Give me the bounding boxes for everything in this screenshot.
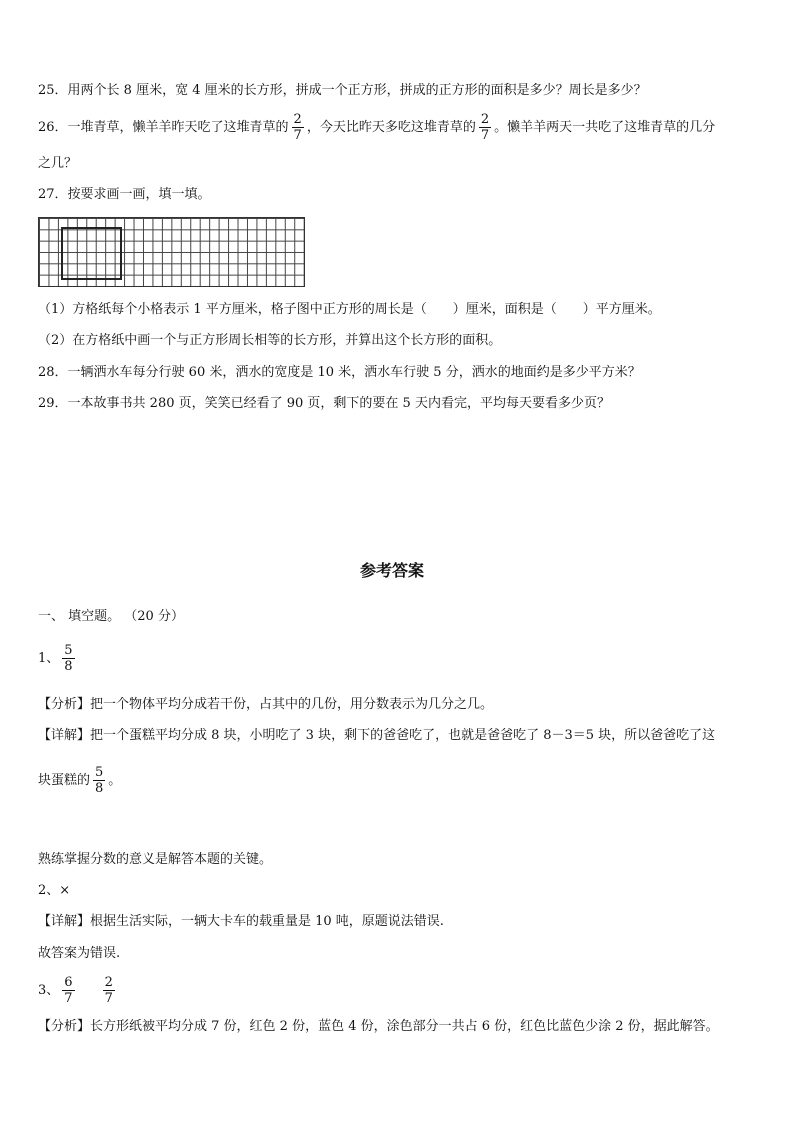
answer-1-analysis: 【分析】把一个物体平均分成若干份，占其中的几份，用分数表示为几分之几。	[38, 697, 494, 712]
answer-1-detail-continued	[38, 765, 121, 796]
question-27-part-2: （2）在方格纸中画一个与正方形周长相等的长方形，并算出这个长方形的面积。	[38, 333, 502, 348]
question-25: 25．用两个长 8 厘米，宽 4 厘米的长方形，拼成一个正方形，拼成的正方形的面积是多少？周长是多少？	[38, 83, 647, 98]
fraction	[103, 975, 115, 1006]
question-26	[38, 112, 715, 143]
answers-title: 参考答案	[360, 561, 425, 580]
question-26-continued: 之几？	[38, 156, 78, 171]
section-heading: 一、 填空题。 （20 分）	[38, 609, 184, 624]
question-26-text-a: 26．一堆青草，懒羊羊昨天吃了这堆青草的	[38, 120, 289, 135]
answer-1-detail: 【详解】把一个蛋糕平均分成 8 块，小明吃了 3 块，剩下的爸爸吃了，也就是爸爸吃了 8－3＝5 块，所以爸爸吃了这	[38, 728, 716, 743]
question-29: 29．一本故事书共 280 页，笑笑已经看了 90 页，剩下的要在 5 天内看完，平均每天要看多少页？	[38, 396, 610, 411]
answer-2-label: 2、×	[38, 883, 71, 898]
fraction-numerator: 2	[104, 975, 113, 990]
answer-2-detail: 【详解】根据生活实际，一辆大卡车的载重量是 10 吨，原题说法错误.	[38, 914, 444, 929]
fraction-denominator: 7	[104, 991, 113, 1006]
fraction-numerator: 5	[95, 765, 104, 780]
question-26-text-b: ，今天比昨天多吃这堆青草的	[306, 120, 476, 135]
fraction-denominator: 8	[64, 659, 73, 674]
question-28: 28．一辆洒水车每分行驶 60 米，洒水的宽度是 10 米，洒水车行驶 5 分，洒水的地面约是多少平方米？	[38, 365, 641, 380]
fraction	[292, 112, 304, 143]
answer-1	[38, 643, 78, 674]
answer-3-analysis: 【分析】长方形纸被平均分成 7 份，红色 2 份，蓝色 4 份，涂色部分一共占 6 份，红色比蓝色少涂 2 份，据此解答。	[38, 1019, 719, 1034]
grid-square	[61, 227, 122, 280]
fraction-numerator: 6	[64, 975, 73, 990]
answer-3	[38, 975, 118, 1006]
fraction-denominator: 7	[293, 128, 302, 143]
question-27-part-1: （1）方格纸每个小格表示 1 平方厘米，格子图中正方形的周长是（ ）厘米，面积是（ ）平方厘米。	[38, 302, 661, 317]
fraction-denominator: 8	[95, 781, 104, 796]
fraction	[479, 112, 491, 143]
fraction-denominator: 7	[64, 991, 73, 1006]
fraction-denominator: 7	[480, 128, 490, 143]
answer-2-conclusion: 故答案为错误.	[38, 946, 121, 961]
question-27: 27．按要求画一画，填一填。	[38, 187, 211, 202]
answer-1-summary: 熟练掌握分数的意义是解答本题的关键。	[38, 852, 273, 867]
fraction	[93, 765, 105, 796]
answer-1-detail-text: 块蛋糕的	[38, 773, 91, 788]
fraction	[62, 975, 74, 1006]
fraction-numerator: 2	[480, 112, 490, 127]
answer-1-label: 1、	[38, 651, 60, 666]
answer-1-detail-end: 。	[108, 773, 122, 788]
answer-3-label: 3、	[38, 983, 60, 998]
fraction-numerator: 5	[64, 643, 73, 658]
question-26-text-c: 。懒羊羊两天一共吃了这堆青草的几分	[494, 120, 716, 135]
fraction	[62, 643, 74, 674]
fraction-numerator: 2	[293, 112, 302, 127]
